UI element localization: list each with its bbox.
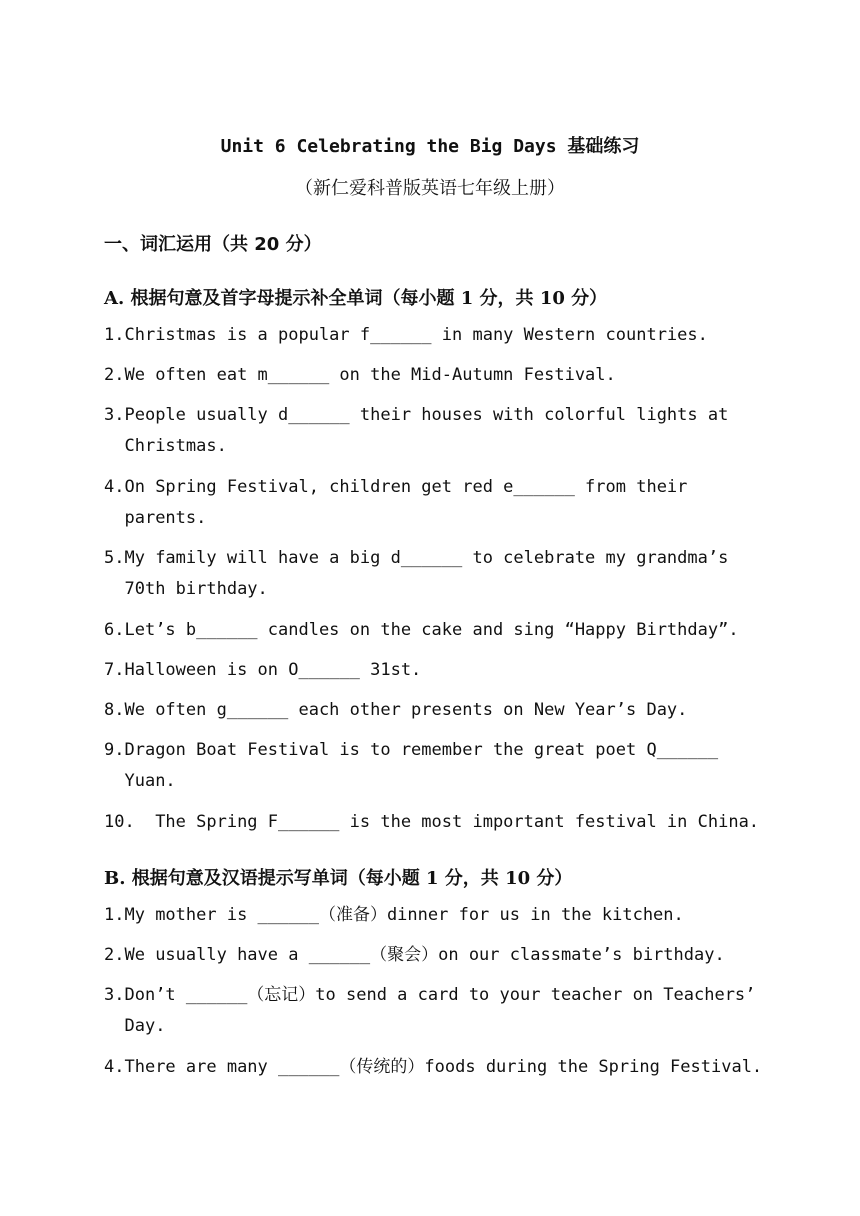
question-b-3 [104, 980, 764, 1042]
page-title: Unit 6 Celebrating the Big Days 基础练习 [220, 136, 640, 157]
question-number: 2. [104, 945, 125, 965]
question-b-2 [104, 940, 794, 971]
question-text: We often eat m______ on the Mid-Autumn Festival. [124, 365, 616, 385]
question-a-9 [104, 735, 764, 797]
question-a-5 [104, 543, 764, 605]
question-text: Let’s b______ candles on the cake and sing “Happy Birthday”. [124, 620, 739, 640]
question-number: 9. [104, 740, 125, 760]
question-text: Christmas is a popular f______ in many Western countries. [124, 325, 708, 345]
question-number: 6. [104, 620, 125, 640]
question-number: 8. [104, 700, 125, 720]
question-a-1 [104, 320, 764, 351]
question-text: My family will have a big d______ to celebrate my grandma’s 70th birthday. [124, 548, 729, 599]
question-number: 1. [104, 325, 125, 345]
question-a-10 [104, 807, 794, 838]
question-text: The Spring F______ is the most important festival in China. [155, 812, 760, 832]
question-a-6 [104, 615, 784, 646]
question-b-4 [104, 1052, 764, 1083]
question-text: People usually d______ their houses with colorful lights at Christmas. [124, 405, 729, 456]
part-b-heading: B. 根据句意及汉语提示写单词（每小题 1 分，共 10 分） [104, 868, 573, 889]
question-a-4 [104, 472, 764, 534]
question-number: 7. [104, 660, 125, 680]
question-a-2 [104, 360, 764, 391]
question-text: We often g______ each other presents on New Year’s Day. [124, 700, 688, 720]
question-a-8 [104, 695, 764, 726]
question-number: 3. [104, 405, 125, 425]
question-number: 4. [104, 1057, 125, 1077]
question-number: 10. [104, 812, 156, 832]
question-number: 1. [104, 905, 125, 925]
question-a-7 [104, 655, 764, 686]
question-text: Dragon Boat Festival is to remember the great poet Q______ Yuan. [124, 740, 719, 791]
question-text: There are many ______（传统的）foods during the Spring Festival. [124, 1057, 763, 1077]
question-text: My mother is ______（准备）dinner for us in the kitchen. [124, 905, 684, 925]
part-a-heading: A. 根据句意及首字母提示补全单词（每小题 1 分，共 10 分） [104, 288, 608, 309]
question-number: 3. [104, 985, 125, 1005]
section-heading-vocabulary: 一、词汇运用（共 20 分） [104, 234, 322, 255]
question-text: We usually have a ______（聚会）on our classmate’s birthday. [124, 945, 725, 965]
question-text: Halloween is on O______ 31st. [124, 660, 422, 680]
question-b-1 [104, 900, 764, 931]
question-a-3 [104, 400, 764, 462]
question-number: 2. [104, 365, 125, 385]
question-text: Don’t ______（忘记）to send a card to your teacher on Teachers’ Day. [124, 985, 756, 1036]
question-number: 4. [104, 477, 125, 497]
question-number: 5. [104, 548, 125, 568]
question-text: On Spring Festival, children get red e______ from their parents. [124, 477, 688, 528]
page-subtitle: （新仁爱科普版英语七年级上册） [295, 178, 565, 199]
